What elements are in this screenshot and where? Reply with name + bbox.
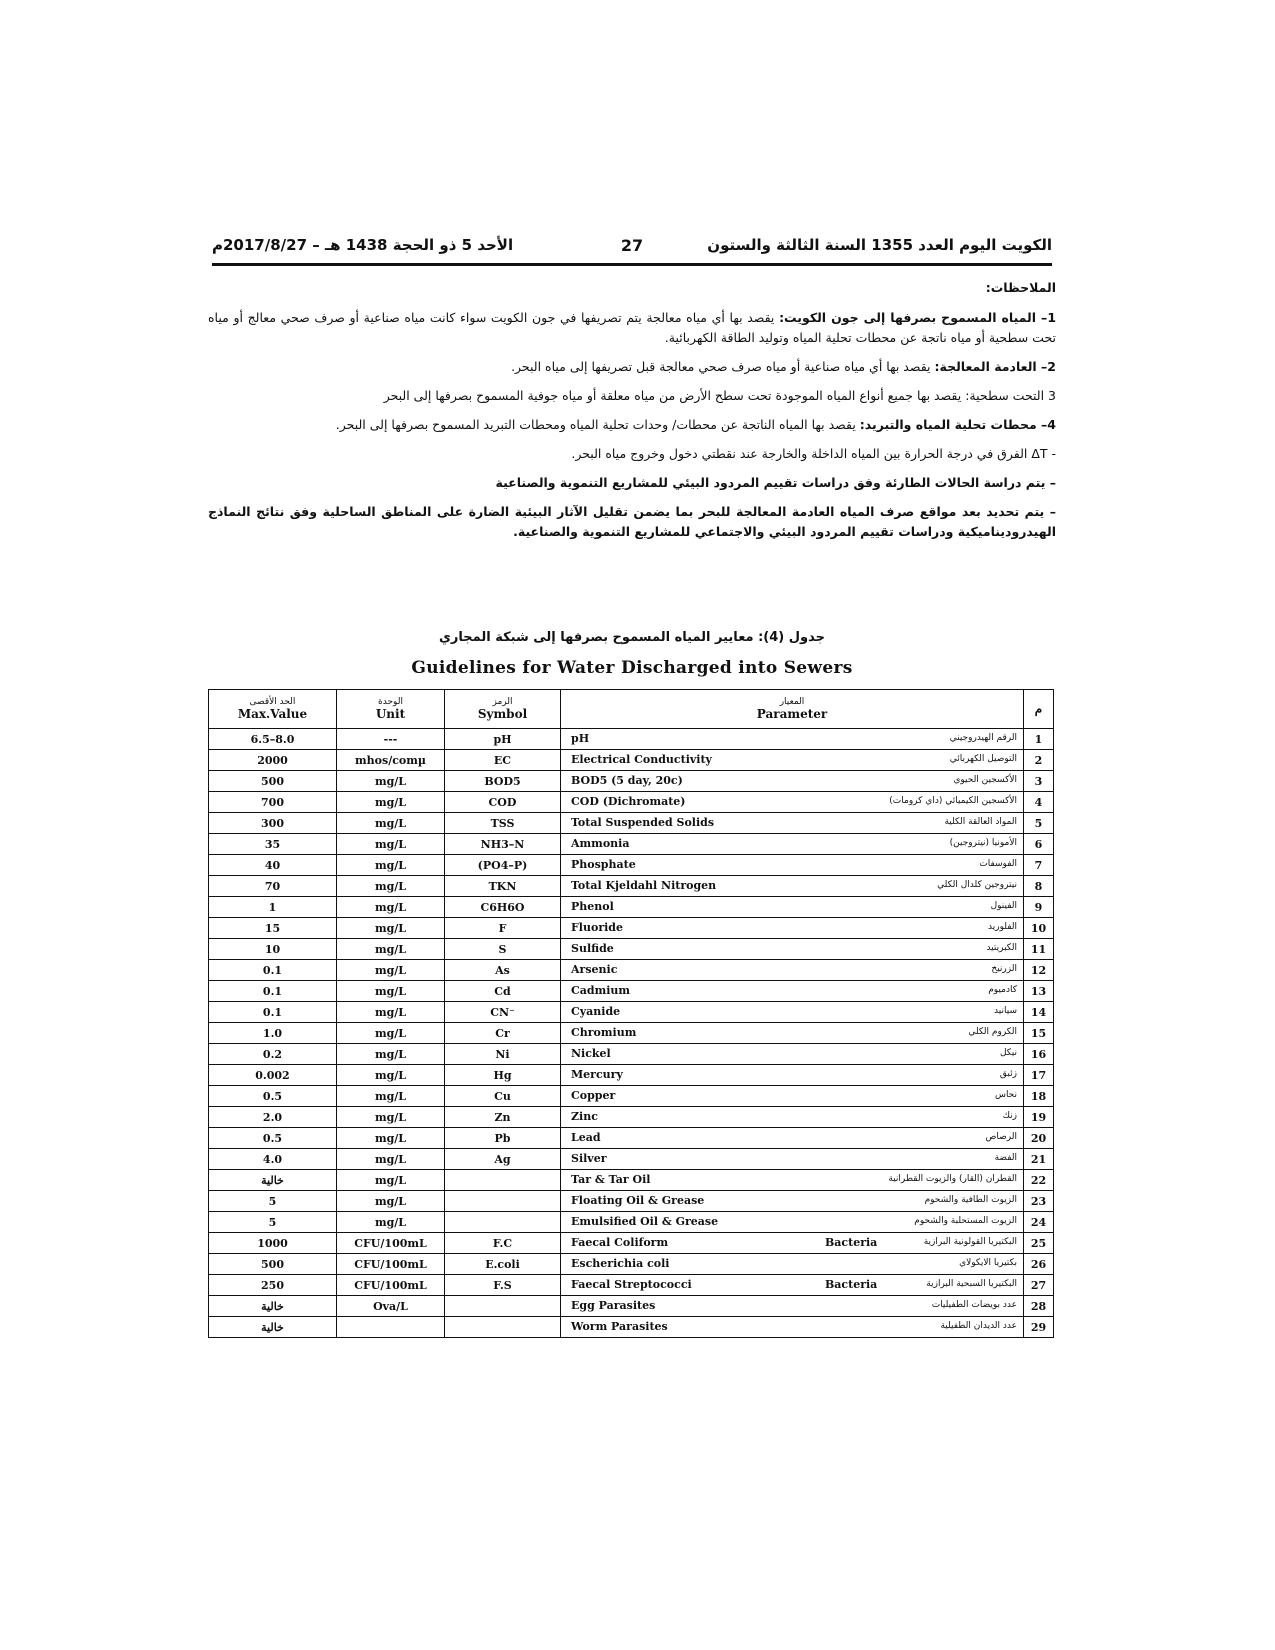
symbol-cell: COD xyxy=(445,792,561,813)
parameter-ar: البكتيريا السبحية البرازية xyxy=(926,1279,1017,1289)
row-number-cell: 22 xyxy=(1024,1170,1054,1191)
parameter-cell xyxy=(561,876,1024,897)
parameter-cell xyxy=(561,1128,1024,1149)
table-row xyxy=(209,1254,1054,1275)
row-number-cell: 13 xyxy=(1024,981,1054,1002)
table-row xyxy=(209,1212,1054,1233)
parameter-ar: الزيوت المستحلبة والشحوم xyxy=(914,1216,1017,1226)
parameter-ar: المواد العالقة الكلية xyxy=(944,817,1017,827)
parameter-cell xyxy=(561,729,1024,750)
table-row xyxy=(209,1275,1054,1296)
parameter-en: Egg Parasites xyxy=(571,1299,656,1312)
row-number-cell: 1 xyxy=(1024,729,1054,750)
max-value-cell: 5 xyxy=(209,1212,337,1233)
table-row xyxy=(209,1044,1054,1065)
note-1-body: يقصد بها أي مياه معالجة يتم تصريفها في جون الكويت سواء كانت مياه صناعية أو صرف صحي معالج أو مياه تحت سطحية أو مياه ناتجة عن محطات تحلية المياه وتوليد الطاقة الكهربائية. xyxy=(208,310,1056,345)
max-value-cell: 2000 xyxy=(209,750,337,771)
parameter-cell xyxy=(561,1191,1024,1212)
row-number-cell: 20 xyxy=(1024,1128,1054,1149)
table-row xyxy=(209,855,1054,876)
row-number-cell: 26 xyxy=(1024,1254,1054,1275)
symbol-cell: (PO4–P) xyxy=(445,855,561,876)
parameter-cell xyxy=(561,960,1024,981)
symbol-cell: TSS xyxy=(445,813,561,834)
header-symbol: الرمز Symbol xyxy=(445,690,561,729)
table-row xyxy=(209,939,1054,960)
parameter-ar: الرصاص xyxy=(985,1132,1017,1142)
unit-cell: mg/L xyxy=(337,981,445,1002)
parameter-en: Chromium xyxy=(571,1026,637,1039)
symbol-cell xyxy=(445,1296,561,1317)
table-row xyxy=(209,1317,1054,1338)
header-unit: الوحدة Unit xyxy=(337,690,445,729)
symbol-cell: F.S xyxy=(445,1275,561,1296)
page-header xyxy=(212,236,1052,260)
parameter-en: Total Kjeldahl Nitrogen xyxy=(571,879,717,892)
header-max: الحد الأقصى Max.Value xyxy=(209,690,337,729)
parameter-ar: القطران (القار) والزيوت القطرانية xyxy=(888,1174,1017,1184)
parameter-en: Cadmium xyxy=(571,984,631,997)
parameter-extra: Bacteria xyxy=(825,1278,878,1291)
parameter-en: Ammonia xyxy=(571,837,630,850)
note-1 xyxy=(208,308,1056,348)
parameter-extra: Bacteria xyxy=(825,1236,878,1249)
parameter-ar: زئبق xyxy=(999,1069,1017,1079)
note-2-head: 2– العادمة المعالجة: xyxy=(934,359,1056,374)
note-2 xyxy=(208,357,1056,377)
unit-cell: mg/L xyxy=(337,1086,445,1107)
parameter-en: Escherichia coli xyxy=(571,1257,670,1270)
parameter-en: Emulsified Oil & Grease xyxy=(571,1215,719,1228)
gazette-issue: الكويت اليوم العدد 1355 السنة الثالثة والستون xyxy=(707,236,1052,254)
parameter-cell xyxy=(561,1212,1024,1233)
table-row xyxy=(209,1233,1054,1254)
parameter-en: Tar & Tar Oil xyxy=(571,1173,651,1186)
table-row xyxy=(209,1086,1054,1107)
table-title: Guidelines for Water Discharged into Sewers xyxy=(411,658,853,678)
table-row xyxy=(209,1296,1054,1317)
row-number-cell: 19 xyxy=(1024,1107,1054,1128)
parameter-cell xyxy=(561,1023,1024,1044)
row-number-cell: 4 xyxy=(1024,792,1054,813)
max-value-cell: 2.0 xyxy=(209,1107,337,1128)
parameter-cell xyxy=(561,1254,1024,1275)
table-row xyxy=(209,1023,1054,1044)
parameter-ar: الفينول xyxy=(990,901,1017,911)
row-number-cell: 11 xyxy=(1024,939,1054,960)
symbol-cell xyxy=(445,1212,561,1233)
symbol-cell: Hg xyxy=(445,1065,561,1086)
parameter-en: Electrical Conductivity xyxy=(571,753,712,766)
symbol-cell: Ni xyxy=(445,1044,561,1065)
symbol-cell: BOD5 xyxy=(445,771,561,792)
unit-cell: mg/L xyxy=(337,939,445,960)
unit-cell: mg/L xyxy=(337,1149,445,1170)
unit-cell: CFU/100mL xyxy=(337,1275,445,1296)
unit-cell: mg/L xyxy=(337,960,445,981)
unit-cell: mg/L xyxy=(337,1191,445,1212)
max-value-cell: 0.1 xyxy=(209,960,337,981)
issue-date: الأحد 5 ذو الحجة 1438 هـ – 2017/8/27م xyxy=(212,236,514,254)
parameter-cell xyxy=(561,1296,1024,1317)
max-value-cell: 6.5–8.0 xyxy=(209,729,337,750)
unit-cell: mg/L xyxy=(337,834,445,855)
row-number-cell: 7 xyxy=(1024,855,1054,876)
table-row xyxy=(209,1149,1054,1170)
max-value-cell: 70 xyxy=(209,876,337,897)
parameter-en: Silver xyxy=(571,1152,607,1165)
symbol-cell: Cr xyxy=(445,1023,561,1044)
symbol-cell xyxy=(445,1317,561,1338)
table-row xyxy=(209,1107,1054,1128)
max-value-cell: خالية xyxy=(209,1317,337,1338)
table-row xyxy=(209,960,1054,981)
parameter-ar: الأكسجين الحيوي xyxy=(953,775,1017,785)
parameter-ar: بكتيريا الايكولاي xyxy=(959,1258,1017,1268)
symbol-cell: S xyxy=(445,939,561,960)
parameter-en: Arsenic xyxy=(571,963,618,976)
parameter-cell xyxy=(561,1065,1024,1086)
parameter-en: Nickel xyxy=(571,1047,611,1060)
parameter-cell xyxy=(561,1002,1024,1023)
parameter-cell xyxy=(561,771,1024,792)
header-number: م xyxy=(1024,690,1054,729)
parameter-en: Faecal Streptococci xyxy=(571,1278,692,1291)
max-value-cell: 250 xyxy=(209,1275,337,1296)
parameter-ar: سيانيد xyxy=(994,1006,1017,1016)
parameter-en: Zinc xyxy=(571,1110,598,1123)
row-number-cell: 21 xyxy=(1024,1149,1054,1170)
parameter-ar: عدد الديدان الطفيلية xyxy=(940,1321,1017,1331)
guidelines-table xyxy=(208,689,1054,1338)
notes-section xyxy=(208,278,1056,551)
table-row xyxy=(209,792,1054,813)
symbol-cell: F.C xyxy=(445,1233,561,1254)
max-value-cell: 0.1 xyxy=(209,981,337,1002)
symbol-cell xyxy=(445,1191,561,1212)
row-number-cell: 5 xyxy=(1024,813,1054,834)
parameter-cell xyxy=(561,1107,1024,1128)
row-number-cell: 14 xyxy=(1024,1002,1054,1023)
parameter-cell xyxy=(561,1233,1024,1254)
row-number-cell: 2 xyxy=(1024,750,1054,771)
symbol-cell: Pb xyxy=(445,1128,561,1149)
symbol-cell xyxy=(445,1170,561,1191)
unit-cell: mg/L xyxy=(337,1065,445,1086)
table-row xyxy=(209,1065,1054,1086)
parameter-cell xyxy=(561,750,1024,771)
table-row xyxy=(209,771,1054,792)
parameter-ar: الأكسجين الكيميائي (داي كرومات) xyxy=(889,796,1017,806)
header-rule xyxy=(212,263,1052,266)
max-value-cell: 0.002 xyxy=(209,1065,337,1086)
note-1-head: 1– المياه المسموح بصرفها إلى جون الكويت: xyxy=(779,310,1057,325)
notes-title: الملاحظات: xyxy=(985,280,1056,295)
unit-cell: mg/L xyxy=(337,1107,445,1128)
parameter-en: Sulfide xyxy=(571,942,614,955)
parameter-cell xyxy=(561,1044,1024,1065)
parameter-cell xyxy=(561,792,1024,813)
table-caption: جدول (4): معايير المياه المسموح بصرفها إلى شبكة المجاري xyxy=(438,630,826,645)
symbol-cell: pH xyxy=(445,729,561,750)
page-number: 27 xyxy=(620,236,644,255)
unit-cell: CFU/100mL xyxy=(337,1254,445,1275)
parameter-en: Fluoride xyxy=(571,921,623,934)
parameter-cell xyxy=(561,1275,1024,1296)
unit-cell: Ova/L xyxy=(337,1296,445,1317)
max-value-cell: 0.5 xyxy=(209,1086,337,1107)
max-value-cell: 5 xyxy=(209,1191,337,1212)
symbol-cell: C6H6O xyxy=(445,897,561,918)
table-row xyxy=(209,1128,1054,1149)
table-row xyxy=(209,918,1054,939)
parameter-cell xyxy=(561,1317,1024,1338)
parameter-ar: عدد بويضات الطفيليات xyxy=(931,1300,1017,1310)
unit-cell: mg/L xyxy=(337,876,445,897)
parameter-cell xyxy=(561,1086,1024,1107)
table-row xyxy=(209,729,1054,750)
parameter-ar: الفوسفات xyxy=(979,859,1017,869)
table-row xyxy=(209,834,1054,855)
max-value-cell: 500 xyxy=(209,1254,337,1275)
unit-cell: mg/L xyxy=(337,1128,445,1149)
max-value-cell: 700 xyxy=(209,792,337,813)
table-row xyxy=(209,1170,1054,1191)
table-row xyxy=(209,1191,1054,1212)
max-value-cell: خالية xyxy=(209,1170,337,1191)
unit-cell: mg/L xyxy=(337,1212,445,1233)
unit-cell: mg/L xyxy=(337,855,445,876)
max-value-cell: 0.1 xyxy=(209,1002,337,1023)
parameter-ar: نحاس xyxy=(994,1090,1017,1100)
max-value-cell: 15 xyxy=(209,918,337,939)
parameter-cell xyxy=(561,855,1024,876)
symbol-cell: Zn xyxy=(445,1107,561,1128)
unit-cell: mhos/comµ xyxy=(337,750,445,771)
symbol-cell: Cd xyxy=(445,981,561,1002)
max-value-cell: 1 xyxy=(209,897,337,918)
parameter-ar: الفلوريد xyxy=(988,922,1017,932)
parameter-cell xyxy=(561,981,1024,1002)
row-number-cell: 15 xyxy=(1024,1023,1054,1044)
parameter-cell xyxy=(561,939,1024,960)
parameter-ar: الزرنيخ xyxy=(991,964,1017,974)
note-3: 3 التحت سطحية: يقصد بها جميع أنواع المياه الموجودة تحت سطح الأرض من مياه معلقة أو مياه جوفية المسموح بصرفها إلى البحر xyxy=(383,388,1056,403)
row-number-cell: 24 xyxy=(1024,1212,1054,1233)
note-4 xyxy=(208,415,1056,435)
parameter-ar: الكروم الكلي xyxy=(968,1027,1017,1037)
max-value-cell: 500 xyxy=(209,771,337,792)
unit-cell: mg/L xyxy=(337,1023,445,1044)
table-row xyxy=(209,1002,1054,1023)
note-4-body: يقصد بها المياه الناتجة عن محطات/ وحدات تحلية المياه ومحطات التبريد المسموح بصرفها إلى البحر. xyxy=(335,417,856,432)
note-7: – يتم تحديد بعد مواقع صرف المياه العادمة المعالجة للبحر بما يضمن تقليل الآثار البيئية الضارة على المناطق الساحلية وفق نتائج النماذج الهيدروديناميكية ودراسات تقييم المردود البيئي والاجتماعي للمشاريع التنموية والصناعية. xyxy=(208,504,1056,539)
parameter-en: Lead xyxy=(571,1131,601,1144)
parameter-en: Worm Parasites xyxy=(571,1320,668,1333)
max-value-cell: 40 xyxy=(209,855,337,876)
row-number-cell: 6 xyxy=(1024,834,1054,855)
row-number-cell: 29 xyxy=(1024,1317,1054,1338)
max-value-cell: خالية xyxy=(209,1296,337,1317)
symbol-cell: EC xyxy=(445,750,561,771)
symbol-cell: Cu xyxy=(445,1086,561,1107)
parameter-cell xyxy=(561,897,1024,918)
unit-cell: mg/L xyxy=(337,1170,445,1191)
table-body xyxy=(209,729,1054,1338)
parameter-ar: الأمونيا (نيتروجين) xyxy=(949,838,1017,848)
parameter-en: pH xyxy=(571,732,590,745)
max-value-cell: 35 xyxy=(209,834,337,855)
symbol-cell: CN⁻ xyxy=(445,1002,561,1023)
parameter-cell xyxy=(561,813,1024,834)
parameter-ar: زنك xyxy=(1002,1111,1017,1121)
parameter-en: Phosphate xyxy=(571,858,636,871)
parameter-ar: الرقم الهيدروجيني xyxy=(949,733,1017,743)
parameter-cell xyxy=(561,1170,1024,1191)
parameter-ar: كادميوم xyxy=(988,985,1017,995)
parameter-en: Faecal Coliform xyxy=(571,1236,669,1249)
parameter-ar: البكتيريا القولونية البرازية xyxy=(923,1237,1017,1247)
note-4-head: 4– محطات تحلية المياه والتبريد: xyxy=(859,417,1056,432)
max-value-cell: 1.0 xyxy=(209,1023,337,1044)
parameter-ar: التوصيل الكهربائي xyxy=(949,754,1017,764)
table-row xyxy=(209,981,1054,1002)
table-row xyxy=(209,750,1054,771)
row-number-cell: 16 xyxy=(1024,1044,1054,1065)
note-6: – يتم دراسة الحالات الطارئة وفق دراسات تقييم المردود البيئي للمشاريع التنموية والصناعية xyxy=(495,475,1056,490)
symbol-cell: Ag xyxy=(445,1149,561,1170)
symbol-cell: E.coli xyxy=(445,1254,561,1275)
symbol-cell: NH3–N xyxy=(445,834,561,855)
parameter-ar: نيتروجين كلدال الكلي xyxy=(937,880,1017,890)
parameter-cell xyxy=(561,1149,1024,1170)
parameter-en: Mercury xyxy=(571,1068,623,1081)
note-5: - ΔT الفرق في درجة الحرارة بين المياه الداخلة والخارجة عند نقطتي دخول وخروج مياه البحر. xyxy=(571,446,1056,461)
max-value-cell: 300 xyxy=(209,813,337,834)
parameter-en: Floating Oil & Grease xyxy=(571,1194,705,1207)
row-number-cell: 9 xyxy=(1024,897,1054,918)
unit-cell: mg/L xyxy=(337,771,445,792)
parameter-en: COD (Dichromate) xyxy=(571,795,686,808)
unit-cell: mg/L xyxy=(337,792,445,813)
parameter-cell xyxy=(561,918,1024,939)
parameter-en: Phenol xyxy=(571,900,614,913)
unit-cell: mg/L xyxy=(337,918,445,939)
table-row xyxy=(209,813,1054,834)
unit-cell: mg/L xyxy=(337,1044,445,1065)
row-number-cell: 8 xyxy=(1024,876,1054,897)
symbol-cell: F xyxy=(445,918,561,939)
row-number-cell: 12 xyxy=(1024,960,1054,981)
unit-cell: mg/L xyxy=(337,1002,445,1023)
row-number-cell: 17 xyxy=(1024,1065,1054,1086)
row-number-cell: 3 xyxy=(1024,771,1054,792)
max-value-cell: 1000 xyxy=(209,1233,337,1254)
parameter-cell xyxy=(561,834,1024,855)
row-number-cell: 10 xyxy=(1024,918,1054,939)
table-row xyxy=(209,876,1054,897)
note-2-body: يقصد بها أي مياه صناعية أو مياه صرف صحي معالجة قبل تصريفها إلى مياه البحر. xyxy=(511,359,931,374)
max-value-cell: 0.5 xyxy=(209,1128,337,1149)
max-value-cell: 4.0 xyxy=(209,1149,337,1170)
parameter-ar: الكبريتيد xyxy=(986,943,1017,953)
unit-cell: mg/L xyxy=(337,813,445,834)
row-number-cell: 18 xyxy=(1024,1086,1054,1107)
row-number-cell: 27 xyxy=(1024,1275,1054,1296)
max-value-cell: 10 xyxy=(209,939,337,960)
row-number-cell: 23 xyxy=(1024,1191,1054,1212)
parameter-en: Cyanide xyxy=(571,1005,621,1018)
row-number-cell: 28 xyxy=(1024,1296,1054,1317)
symbol-cell: TKN xyxy=(445,876,561,897)
header-parameter: المعيار Parameter xyxy=(561,690,1024,729)
parameter-ar: الفضة xyxy=(994,1153,1017,1163)
max-value-cell: 0.2 xyxy=(209,1044,337,1065)
unit-cell: mg/L xyxy=(337,897,445,918)
symbol-cell: As xyxy=(445,960,561,981)
parameter-en: Total Suspended Solids xyxy=(571,816,715,829)
unit-cell xyxy=(337,1317,445,1338)
unit-cell: --- xyxy=(337,729,445,750)
unit-cell: CFU/100mL xyxy=(337,1233,445,1254)
parameter-en: BOD5 (5 day, 20c) xyxy=(571,774,683,787)
row-number-cell: 25 xyxy=(1024,1233,1054,1254)
table-row xyxy=(209,897,1054,918)
parameter-en: Copper xyxy=(571,1089,616,1102)
table-header-row xyxy=(209,690,1054,729)
parameter-ar: نيكل xyxy=(999,1048,1017,1058)
parameter-ar: الزيوت الطافية والشحوم xyxy=(924,1195,1017,1205)
